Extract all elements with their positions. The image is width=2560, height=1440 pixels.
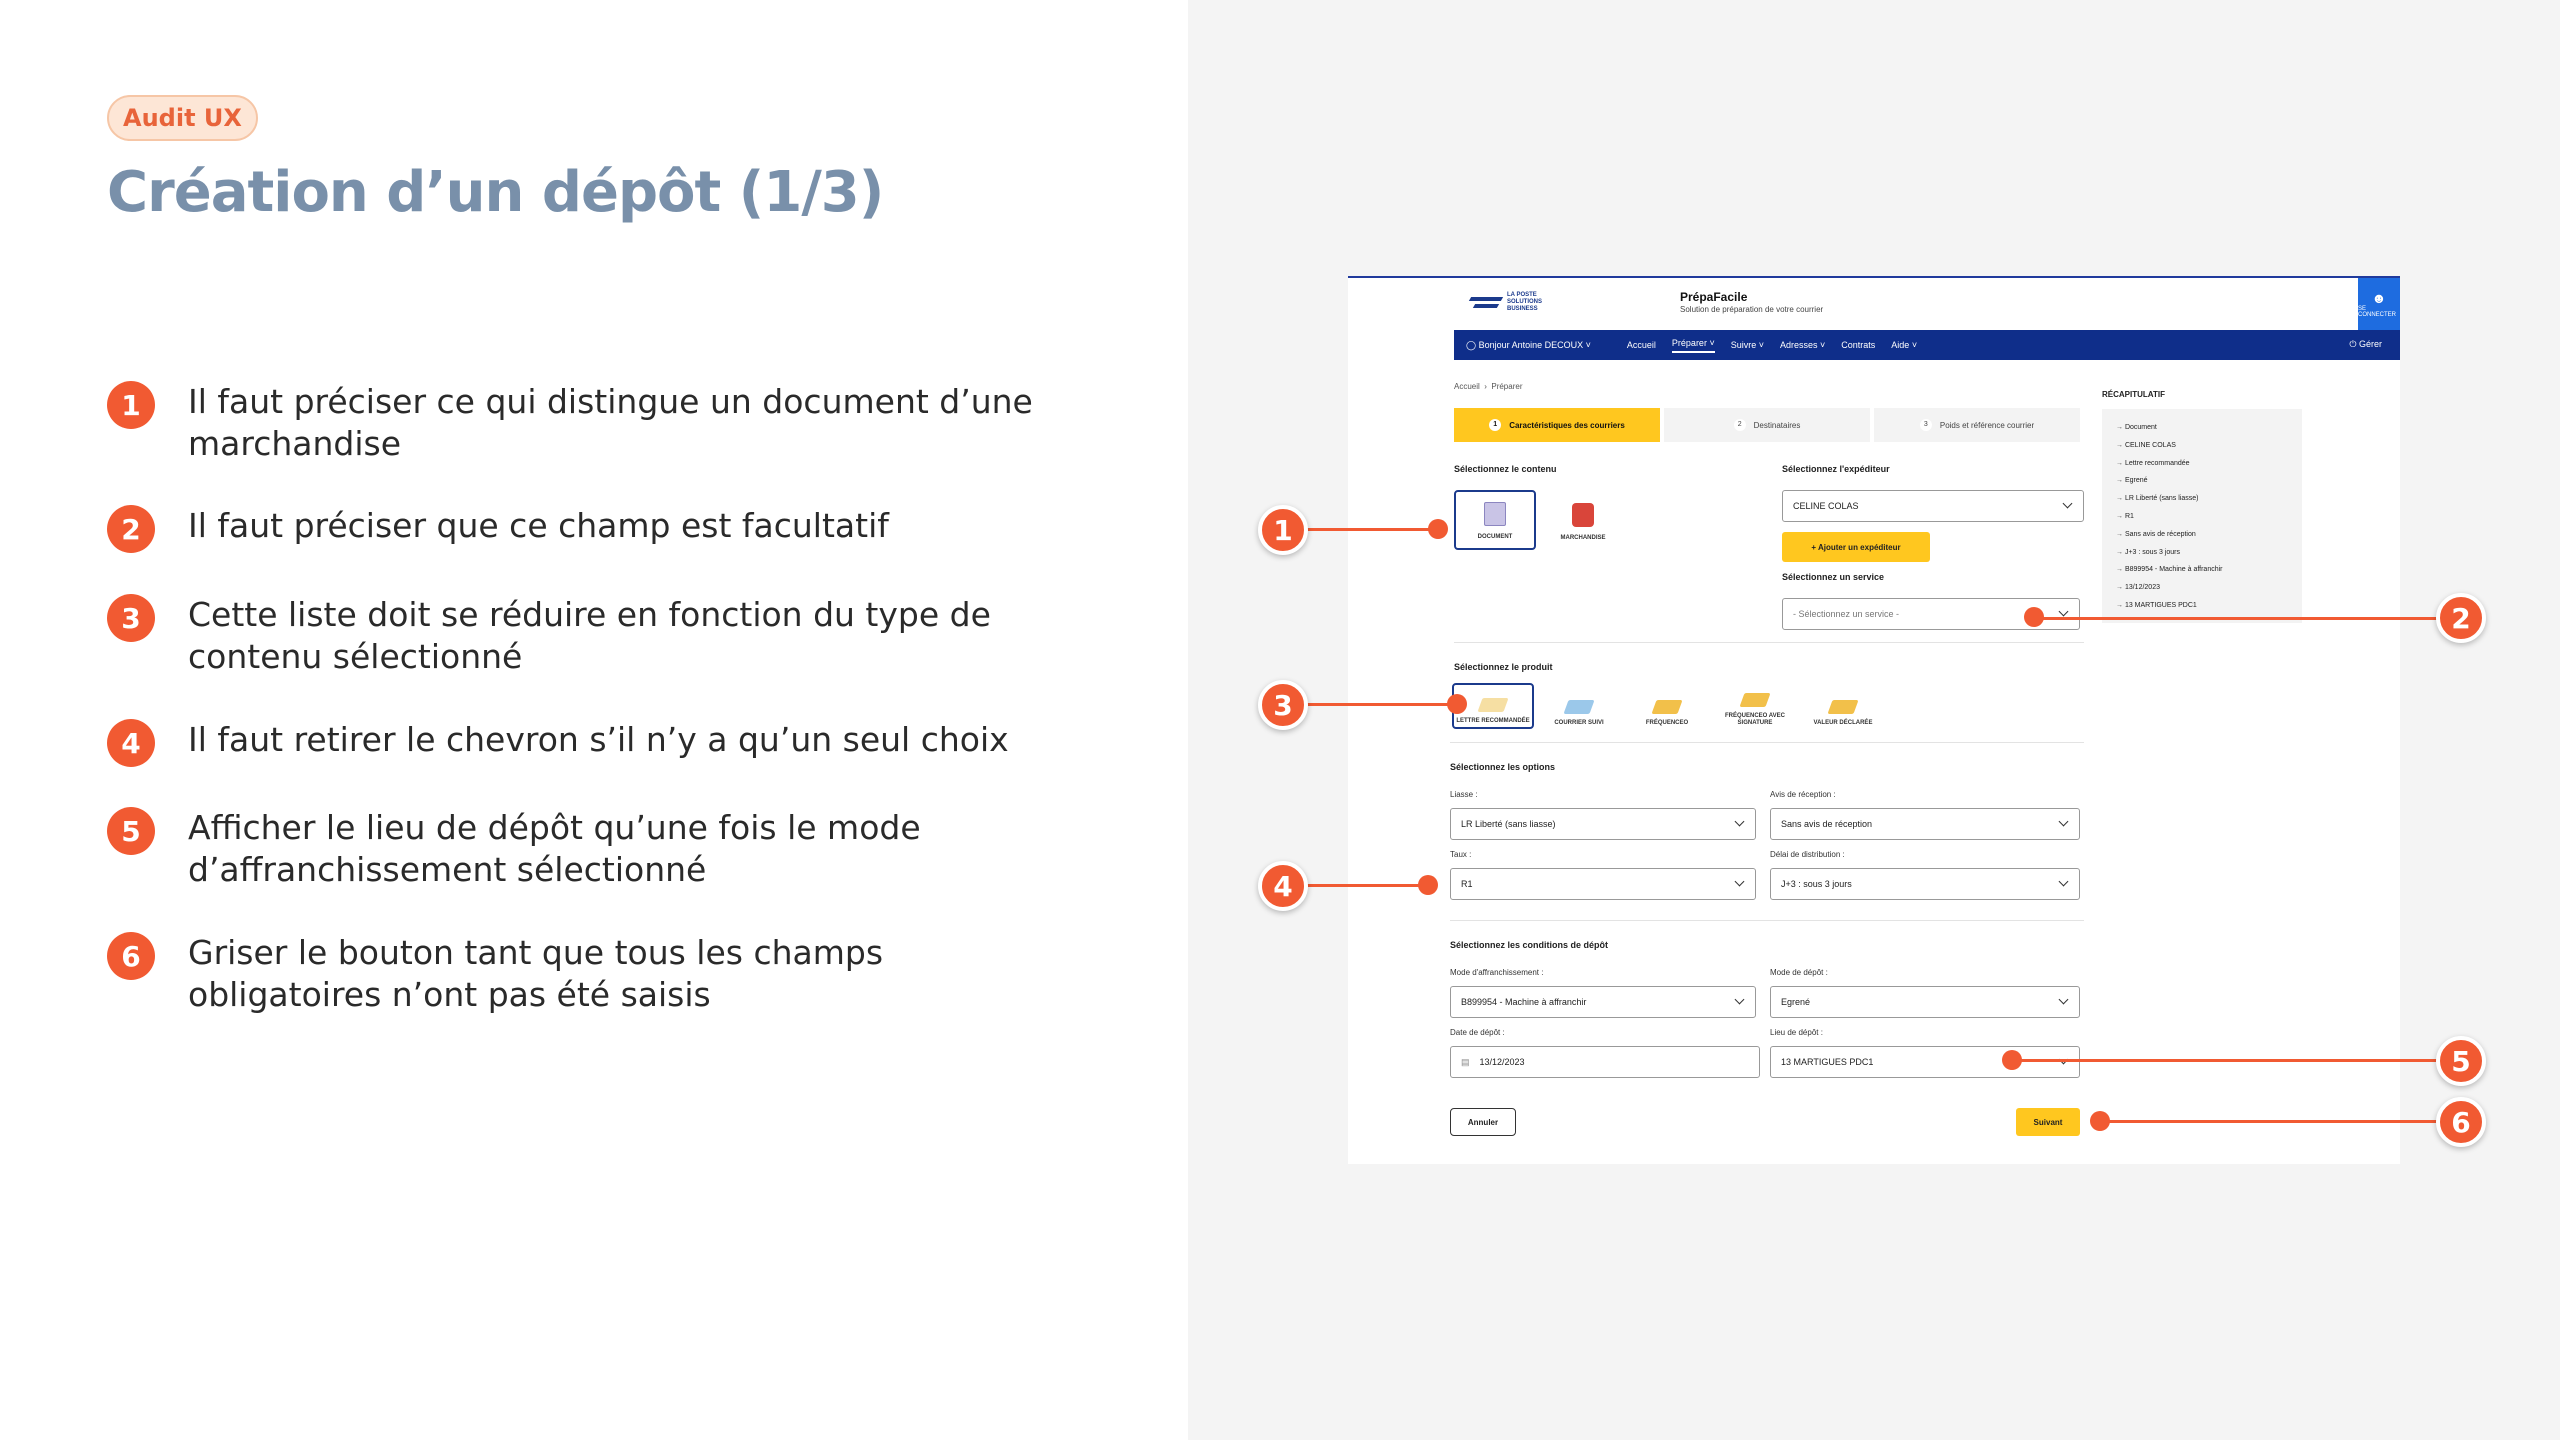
nav-item-label: Suivre (1730, 340, 1757, 350)
point-text: Il faut retirer le chevron s’il n’y a qu’un seul choix (188, 720, 1009, 759)
product-label-text: LETTRE RECOMMANDÉE (1456, 718, 1530, 724)
annotation-dot-3 (1447, 694, 1467, 714)
recap-item: → 13 MARTIGUES PDC1 (2116, 597, 2292, 615)
date-input[interactable] (1450, 1046, 1760, 1078)
nav-item-accueil[interactable]: Accueil (1626, 340, 1656, 350)
chevron-down-icon (2059, 995, 2069, 1005)
breadcrumb-home[interactable]: Accueil (1454, 382, 1480, 391)
recap-box (2102, 409, 2302, 623)
app-name: PrépaFacile (1680, 290, 1748, 304)
divider (1450, 920, 2084, 921)
recap-item: → Document (2116, 419, 2292, 437)
card-label: DOCUMENT (1477, 534, 1513, 540)
annotation-dot-5 (2002, 1050, 2022, 1070)
app-subtitle: Solution de préparation de votre courrier (1680, 305, 1824, 314)
options-label: Sélectionnez les options (1450, 762, 1556, 772)
step-label: Destinataires (1753, 420, 1801, 430)
annotation-badge-6: 6 (2436, 1097, 2486, 1147)
nav-item-aide[interactable]: Aide ˅ (1891, 340, 1918, 350)
annotation-badge-4: 4 (1258, 861, 1308, 911)
avis-select[interactable] (1770, 808, 2080, 840)
step-1[interactable] (1454, 408, 1660, 442)
recap-panel (2102, 390, 2302, 623)
recap-item: → B899954 - Machine à affranchir (2116, 561, 2292, 579)
product-label-text: FRÉQUENCEO (1645, 720, 1689, 726)
service-label: Sélectionnez un service (1782, 572, 1885, 582)
document-icon (1484, 502, 1506, 526)
point-text: Il faut préciser ce qui distingue un document d’une marchandise (188, 382, 1033, 463)
recap-item: → LR Liberté (sans liasse) (2116, 490, 2292, 508)
product-label-text: FRÉQUENCEO AVEC SIGNATURE (1724, 713, 1785, 726)
nav-user-label: Bonjour Antoine DECOUX (1478, 339, 1584, 350)
step-2[interactable] (1664, 408, 1870, 442)
liasse-label: Liasse : (1450, 790, 1478, 799)
nav-item-label: Préparer (1671, 337, 1707, 348)
recap-item: → 13/12/2023 (2116, 579, 2292, 597)
point-1 (107, 381, 1107, 465)
product-valeur-declaree[interactable] (1802, 683, 1884, 729)
service-placeholder: - Sélectionnez un service - (1793, 609, 1900, 619)
laposte-logo[interactable] (1470, 292, 1545, 313)
point-number: 3 (107, 594, 155, 642)
nav-item-adresses[interactable]: Adresses ˅ (1779, 340, 1826, 350)
point-number: 2 (107, 505, 155, 553)
liasse-select[interactable] (1450, 808, 1756, 840)
point-number: 5 (107, 807, 155, 855)
product-label-text: COURRIER SUIVI (1554, 720, 1604, 726)
step-label: Poids et référence courrier (1939, 420, 2035, 430)
recap-title: RÉCAPITULATIF (2102, 390, 2165, 399)
chevron-down-icon (2063, 499, 2073, 509)
point-text: Griser le bouton tant que tous les champs obligatoires n’ont pas été saisis (188, 933, 884, 1014)
app-name-block (1680, 290, 1823, 315)
mode-depot-select[interactable] (1770, 986, 2080, 1018)
declared-value-icon (1827, 700, 1858, 714)
date-label: Date de dépôt : (1450, 1028, 1505, 1037)
app-header (1348, 278, 2400, 330)
next-button[interactable]: Suivant (2016, 1108, 2080, 1136)
product-courrier-suivi[interactable] (1538, 683, 1620, 729)
login-label: SE CONNECTER (2358, 306, 2397, 318)
annotation-dot-6 (2090, 1111, 2110, 1131)
letter-icon (1477, 698, 1508, 712)
tracked-letter-icon (1563, 700, 1594, 714)
taux-value: R1 (1461, 879, 1473, 889)
taux-select[interactable] (1450, 868, 1756, 900)
mode-aff-value: B899954 - Machine à affranchir (1461, 997, 1587, 1007)
frequenceo-icon (1651, 700, 1682, 714)
conditions-label: Sélectionnez les conditions de dépôt (1450, 940, 1609, 950)
point-text: Afficher le lieu de dépôt qu’une fois le mode d’affranchissement sélectionné (188, 808, 921, 889)
point-6 (107, 932, 1107, 1016)
main-nav (1454, 330, 2400, 360)
liasse-value: LR Liberté (sans liasse) (1461, 819, 1556, 829)
step-number: 1 (1489, 419, 1501, 431)
divider (1450, 742, 2084, 743)
point-number: 6 (107, 932, 155, 980)
lieu-value: 13 MARTIGUES PDC1 (1781, 1057, 1874, 1067)
point-number: 4 (107, 719, 155, 767)
nav-logout-label: Gérer (2358, 339, 2382, 349)
point-2 (107, 505, 1107, 553)
mode-depot-value: Egrené (1781, 997, 1811, 1007)
stepper (1454, 408, 2084, 442)
recap-item: → Sans avis de réception (2116, 526, 2292, 544)
nav-item-preparer[interactable]: Préparer ˅ (1672, 338, 1715, 353)
annotation-line-2 (2034, 617, 2474, 620)
sender-label: Sélectionnez l'expéditeur (1782, 464, 1890, 474)
annotation-line-6 (2100, 1120, 2474, 1123)
date-value: 13/12/2023 (1479, 1057, 1525, 1067)
avis-label: Avis de réception : (1770, 790, 1836, 799)
recap-item: → CELINE COLAS (2116, 437, 2292, 455)
annotation-badge-3: 3 (1258, 680, 1308, 730)
chevron-down-icon (2059, 607, 2069, 617)
annotation-dot-1 (1428, 519, 1448, 539)
delai-select[interactable] (1770, 868, 2080, 900)
card-label: MARCHANDISE (1560, 535, 1606, 541)
slide-left-panel (0, 0, 1188, 1440)
laposte-logo-icon (1470, 295, 1504, 311)
content-card-document[interactable] (1454, 490, 1536, 550)
chevron-down-icon (1735, 877, 1745, 887)
content-card-marchandise[interactable] (1542, 490, 1624, 550)
annotation-dot-4 (1418, 875, 1438, 895)
nav-user-menu[interactable]: ◯ Bonjour Antoine DECOUX ˅ (1466, 339, 1591, 350)
nav-item-label: Aide (1891, 340, 1910, 350)
step-3[interactable] (1874, 408, 2080, 442)
point-text: Cette liste doit se réduire en fonction du type de contenu sélectionné (188, 595, 991, 676)
chevron-down-icon (2059, 817, 2069, 827)
user-icon: ☻ (2371, 290, 2387, 306)
nav-item-contrats[interactable]: Contrats (1841, 340, 1876, 350)
cancel-button[interactable]: Annuler (1450, 1108, 1516, 1136)
annotation-dot-2 (2024, 607, 2044, 627)
annotation-badge-2: 2 (2436, 593, 2486, 643)
mode-depot-label: Mode de dépôt : (1770, 968, 1828, 977)
login-button[interactable] (2358, 278, 2400, 330)
annotation-badge-5: 5 (2436, 1036, 2486, 1086)
delai-value: J+3 : sous 3 jours (1781, 879, 1852, 889)
annotation-badge-1: 1 (1258, 505, 1308, 555)
product-frequenceo[interactable] (1626, 683, 1708, 729)
sender-value: CELINE COLAS (1793, 501, 1859, 511)
recap-item: → Lettre recommandée (2116, 455, 2292, 473)
content-label: Sélectionnez le contenu (1454, 464, 1557, 474)
nav-logout[interactable]: ⏻ Gérer (2349, 339, 2382, 349)
point-5 (107, 807, 1107, 891)
point-3 (107, 594, 1107, 678)
nav-item-label: Adresses (1779, 340, 1818, 350)
point-4 (107, 719, 1107, 767)
sender-select[interactable] (1782, 490, 2084, 522)
recap-item: → J+3 : sous 3 jours (2116, 544, 2292, 562)
mode-affranchissement-select[interactable] (1450, 986, 1756, 1018)
audit-tag: Audit UX (107, 95, 258, 141)
package-icon (1572, 503, 1594, 527)
recap-item: → Egrené (2116, 472, 2292, 490)
point-text: Il faut préciser que ce champ est facultatif (188, 506, 889, 545)
recap-item: → R1 (2116, 508, 2292, 526)
delai-label: Délai de distribution : (1770, 850, 1845, 859)
breadcrumb: Accueil › Préparer (1454, 382, 1523, 391)
step-number: 2 (1734, 419, 1746, 431)
annotation-line-5 (2012, 1059, 2474, 1062)
divider (1454, 642, 2084, 643)
chevron-down-icon (1735, 995, 1745, 1005)
product-label: Sélectionnez le produit (1454, 662, 1553, 672)
mode-aff-label: Mode d'affranchissement : (1450, 968, 1544, 977)
taux-label: Taux : (1450, 850, 1472, 859)
add-sender-button[interactable]: + Ajouter un expéditeur (1782, 532, 1930, 562)
product-label-text: VALEUR DÉCLARÉE (1813, 720, 1873, 726)
step-number: 3 (1920, 419, 1932, 431)
slide-title: Création d’un dépôt (1/3) (107, 160, 884, 225)
lieu-select[interactable] (1770, 1046, 2080, 1078)
chevron-down-icon (1735, 817, 1745, 827)
avis-value: Sans avis de réception (1781, 819, 1873, 829)
nav-item-suivre[interactable]: Suivre ˅ (1730, 340, 1764, 350)
chevron-down-icon (2059, 877, 2069, 887)
step-label: Caractéristiques des courriers (1509, 420, 1625, 430)
point-number: 1 (107, 381, 155, 429)
frequenceo-signature-icon (1739, 693, 1770, 707)
breadcrumb-current: Préparer (1491, 382, 1523, 391)
logo-text: LA POSTE SOLUTIONS BUSINESS (1507, 292, 1543, 312)
calendar-icon: ▤ (1461, 1056, 1470, 1067)
lieu-label: Lieu de dépôt : (1770, 1028, 1823, 1037)
product-frequenceo-signature[interactable] (1714, 683, 1796, 729)
annotation-line-3 (1284, 703, 1460, 706)
app-screenshot (1348, 276, 2400, 1164)
